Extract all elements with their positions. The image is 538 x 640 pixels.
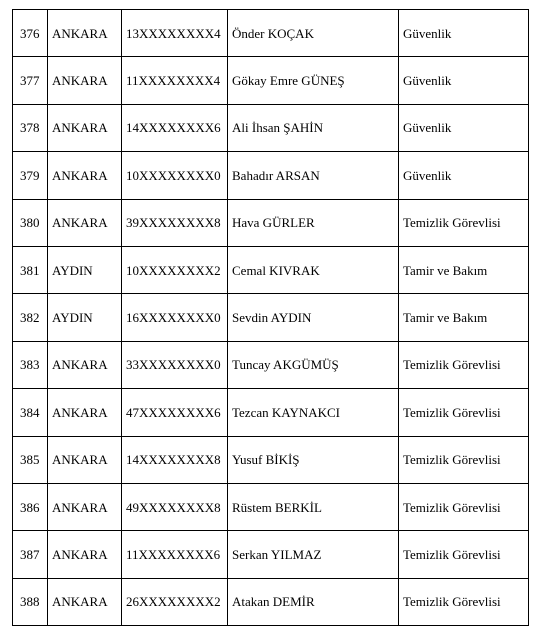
table-row [13,389,529,436]
city-cell: ANKARA [48,104,122,151]
city-cell: ANKARA [48,389,122,436]
full-name-cell: Serkan YILMAZ [228,531,399,578]
row-number-cell: 386 [13,483,48,530]
full-name-cell: Atakan DEMİR [228,578,399,625]
job-title-cell: Tamir ve Bakım [399,246,529,293]
full-name-cell: Bahadır ARSAN [228,152,399,199]
row-number-cell: 381 [13,246,48,293]
city-cell: ANKARA [48,436,122,483]
job-title-cell: Temizlik Görevlisi [399,341,529,388]
city-cell: ANKARA [48,531,122,578]
full-name-cell: Ali İhsan ŞAHİN [228,104,399,151]
row-number-cell: 385 [13,436,48,483]
city-cell: ANKARA [48,152,122,199]
row-number-cell: 380 [13,199,48,246]
city-cell: ANKARA [48,10,122,57]
table-row [13,483,529,530]
id-number-cell: 10XXXXXXXX2 [122,246,228,293]
row-number-cell: 383 [13,341,48,388]
full-name-cell: Yusuf BİKİŞ [228,436,399,483]
city-cell: AYDIN [48,246,122,293]
id-number-cell: 26XXXXXXXX2 [122,578,228,625]
table-row [13,10,529,57]
id-number-cell: 16XXXXXXXX0 [122,294,228,341]
city-cell: ANKARA [48,341,122,388]
full-name-cell: Tezcan KAYNAKCI [228,389,399,436]
id-number-cell: 49XXXXXXXX8 [122,483,228,530]
row-number-cell: 388 [13,578,48,625]
city-cell: ANKARA [48,483,122,530]
id-number-cell: 47XXXXXXXX6 [122,389,228,436]
full-name-cell: Gökay Emre GÜNEŞ [228,57,399,104]
id-number-cell: 39XXXXXXXX8 [122,199,228,246]
full-name-cell: Sevdin AYDIN [228,294,399,341]
personnel-table-body [13,10,529,626]
job-title-cell: Güvenlik [399,57,529,104]
id-number-cell: 11XXXXXXXX6 [122,531,228,578]
table-row [13,152,529,199]
city-cell: AYDIN [48,294,122,341]
job-title-cell: Temizlik Görevlisi [399,436,529,483]
row-number-cell: 387 [13,531,48,578]
job-title-cell: Temizlik Görevlisi [399,578,529,625]
full-name-cell: Hava GÜRLER [228,199,399,246]
table-row [13,531,529,578]
id-number-cell: 14XXXXXXXX8 [122,436,228,483]
row-number-cell: 376 [13,10,48,57]
city-cell: ANKARA [48,199,122,246]
job-title-cell: Temizlik Görevlisi [399,199,529,246]
table-row [13,341,529,388]
job-title-cell: Temizlik Görevlisi [399,531,529,578]
job-title-cell: Temizlik Görevlisi [399,483,529,530]
row-number-cell: 378 [13,104,48,151]
table-row [13,57,529,104]
row-number-cell: 384 [13,389,48,436]
table-row [13,578,529,625]
table-row [13,294,529,341]
table-row [13,199,529,246]
city-cell: ANKARA [48,57,122,104]
job-title-cell: Güvenlik [399,10,529,57]
job-title-cell: Temizlik Görevlisi [399,389,529,436]
id-number-cell: 10XXXXXXXX0 [122,152,228,199]
row-number-cell: 382 [13,294,48,341]
job-title-cell: Güvenlik [399,104,529,151]
id-number-cell: 33XXXXXXXX0 [122,341,228,388]
table-row [13,436,529,483]
full-name-cell: Tuncay AKGÜMÜŞ [228,341,399,388]
row-number-cell: 379 [13,152,48,199]
full-name-cell: Rüstem BERKİL [228,483,399,530]
row-number-cell: 377 [13,57,48,104]
full-name-cell: Cemal KIVRAK [228,246,399,293]
full-name-cell: Önder KOÇAK [228,10,399,57]
personnel-table [12,9,529,626]
table-row [13,246,529,293]
city-cell: ANKARA [48,578,122,625]
id-number-cell: 14XXXXXXXX6 [122,104,228,151]
id-number-cell: 13XXXXXXXX4 [122,10,228,57]
job-title-cell: Güvenlik [399,152,529,199]
id-number-cell: 11XXXXXXXX4 [122,57,228,104]
job-title-cell: Tamir ve Bakım [399,294,529,341]
table-row [13,104,529,151]
